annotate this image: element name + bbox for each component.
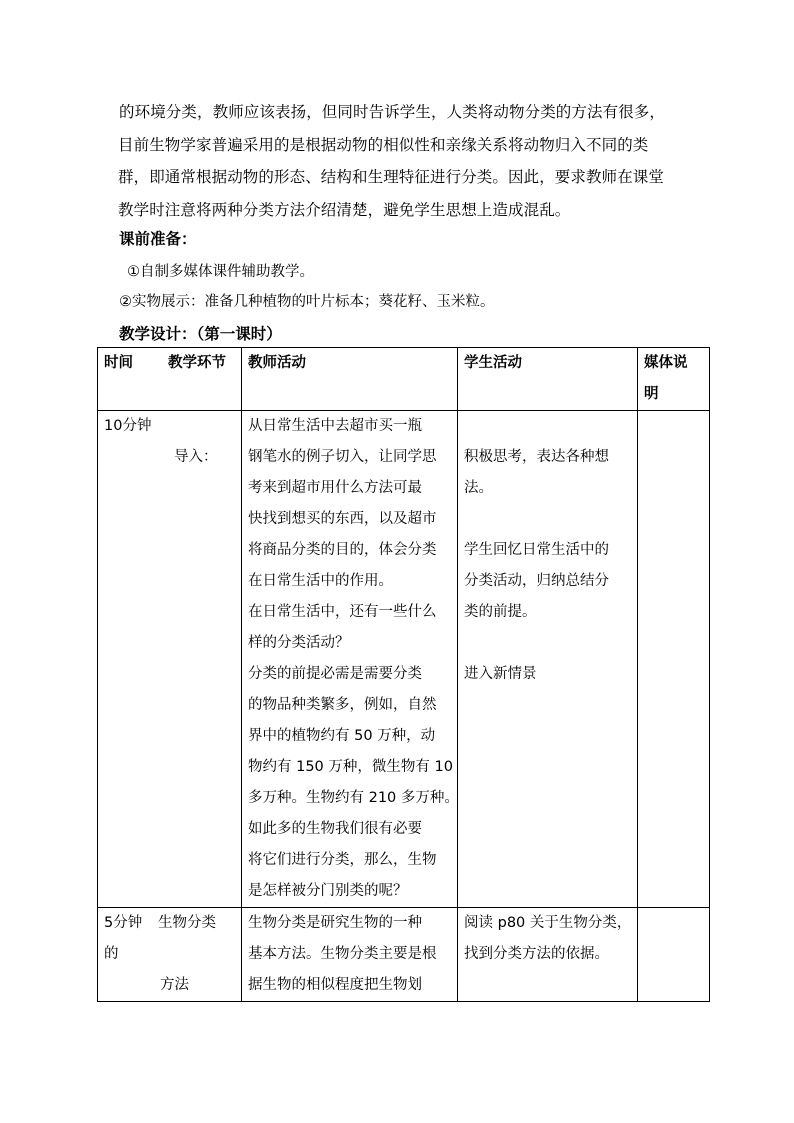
table-row	[98, 411, 710, 908]
row-stage-line3: 方法	[160, 977, 189, 993]
design-heading: 教学设计：（第一课时）	[119, 325, 282, 343]
student-line	[464, 628, 634, 659]
teacher-line: 将商品分类的目的，体会分类	[248, 542, 437, 558]
teacher-activity-cell	[242, 411, 458, 908]
student-line: 积极思考，表达各种想	[464, 449, 609, 465]
teacher-line: 界中的植物约有 50 万种，动	[248, 728, 436, 744]
prep-item: ②实物展示：准备几种植物的叶片标本；葵花籽、玉米粒。	[119, 294, 495, 310]
teacher-line: 物约有 150 万种，微生物有 10	[248, 759, 453, 775]
row-stage-line1: 生物分类	[158, 915, 216, 931]
table-header-row	[98, 348, 710, 411]
header-student-cell	[458, 348, 638, 411]
student-line: 类的前提。	[464, 604, 537, 620]
teacher-line: 考来到超市用什么方法可最	[248, 480, 422, 496]
teacher-line: 将它们进行分类，那么，生物	[248, 852, 437, 868]
paragraph-line: 教学时注意将两种分类方法介绍清楚，避免学生思想上造成混乱。	[118, 200, 571, 219]
teacher-line: 生物分类是研究生物的一种	[248, 915, 422, 931]
prep-heading: 课前准备：	[119, 230, 197, 248]
student-line: 阅读 p80 关于生物分类，	[464, 915, 632, 931]
teacher-line: 多万种。生物约有 210 多万种。	[248, 790, 459, 806]
header-media-cell	[638, 348, 710, 411]
header-media-line2: 明	[644, 386, 659, 402]
student-activity-cell	[458, 411, 638, 908]
student-line	[464, 411, 634, 442]
teacher-line: 的物品种类繁多，例如，自然	[248, 697, 437, 713]
student-line: 进入新情景	[464, 666, 537, 682]
time-stage-cell	[98, 908, 242, 1002]
row-time: 5分钟	[104, 915, 143, 931]
paragraph-line: 的环境分类，教师应该表扬，但同时告诉学生，人类将动物分类的方法有很多，	[119, 103, 666, 121]
lesson-design-table	[97, 347, 710, 1002]
header-media-line1: 媒体说	[644, 355, 688, 371]
student-line: 找到分类方法的依据。	[464, 946, 609, 962]
student-line: 法。	[464, 480, 493, 496]
media-cell	[638, 908, 710, 1002]
header-teacher: 教师活动	[248, 355, 306, 371]
time-stage-cell	[98, 411, 242, 908]
teacher-line: 基本方法。生物分类主要是根	[248, 946, 437, 962]
prep-item: ①自制多媒体课件辅助教学。	[127, 264, 314, 280]
header-time: 时间	[104, 355, 133, 371]
teacher-line: 在日常生活中，还有一些什么	[248, 604, 437, 620]
header-student: 学生活动	[464, 355, 522, 371]
teacher-line: 是怎样被分门别类的呢？	[248, 883, 408, 899]
header-time-stage-cell	[98, 348, 242, 411]
paragraph-line: 目前生物学家普遍采用的是根据动物的相似性和亲缘关系将动物归入不同的类	[118, 135, 649, 154]
media-note	[644, 908, 706, 939]
teacher-line: 样的分类活动？	[248, 635, 350, 651]
row-stage-line2: 的	[104, 946, 119, 962]
row-time: 10分钟	[104, 418, 152, 434]
student-line: 分类活动，归纳总结分	[464, 573, 609, 589]
teacher-line: 快找到想买的东西，以及超市	[248, 511, 437, 527]
teacher-line: 钢笔水的例子切入，让同学思	[248, 449, 437, 465]
media-cell	[638, 411, 710, 908]
student-line: 学生回忆日常生活中的	[464, 542, 609, 558]
student-activity-cell	[458, 908, 638, 1002]
table-row	[98, 908, 710, 1002]
header-teacher-cell	[242, 348, 458, 411]
teacher-activity-cell	[242, 908, 458, 1002]
teacher-line: 在日常生活中的作用。	[248, 573, 393, 589]
teacher-line: 从日常生活中去超市买一瓶	[248, 418, 422, 434]
paragraph-line: 群，即通常根据动物的形态、结构和生理特征进行分类。因此，要求教师在课堂	[118, 168, 665, 186]
row-stage: 导入：	[174, 449, 218, 465]
teacher-line: 如此多的生物我们很有必要	[248, 821, 422, 837]
header-stage: 教学环节	[168, 355, 226, 371]
intro-paragraph	[119, 96, 699, 226]
media-note	[644, 411, 706, 442]
teacher-line: 据生物的相似程度把生物划	[248, 977, 422, 993]
teacher-line: 分类的前提必需是需要分类	[248, 666, 422, 682]
student-line	[464, 504, 634, 535]
